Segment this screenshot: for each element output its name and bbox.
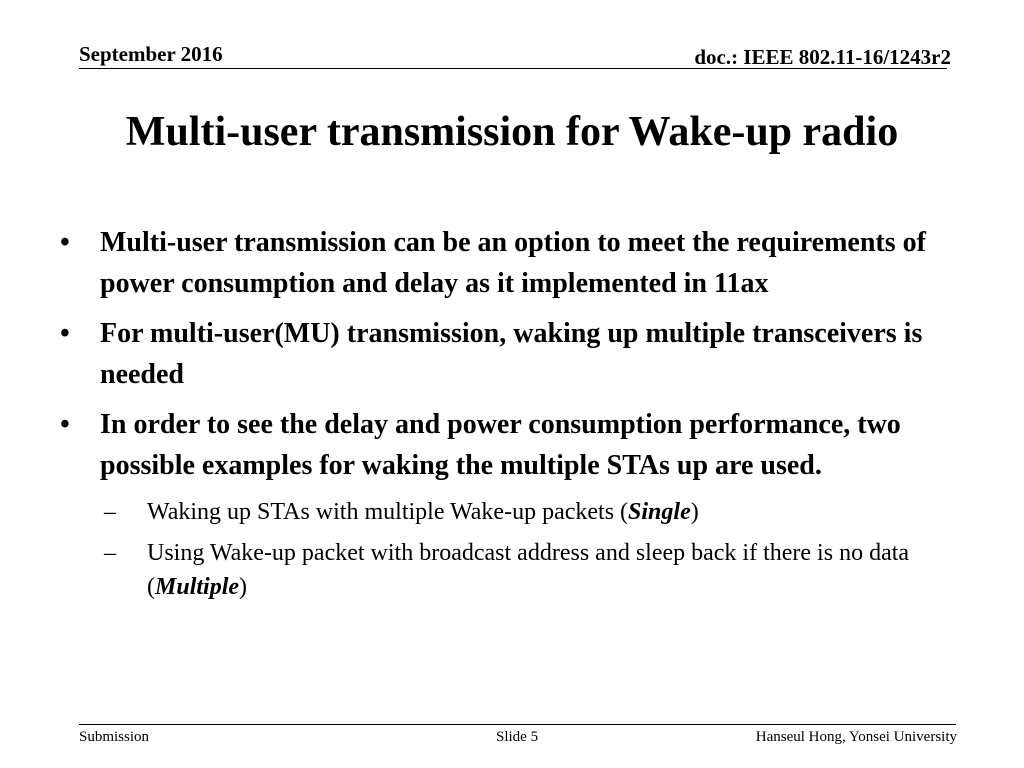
sub-bullet-emphasis: Single	[628, 499, 691, 525]
slide-title: Multi-user transmission for Wake-up radio	[125, 109, 899, 155]
sub-bullet-text: Waking up STAs with multiple Wake-up packets (	[147, 499, 629, 525]
bullet-text: For multi-user(MU) transmission, waking up multiple transceivers is needed	[100, 318, 923, 390]
bullet-text: In order to see the delay and power consumption performance, two possible examples for waking the multiple STAs up are used.	[100, 409, 901, 481]
sub-bullet-emphasis: Multiple	[155, 574, 240, 600]
bullet-mark: •	[60, 409, 70, 440]
bullet-mark: •	[60, 318, 70, 349]
sub-bullet-close: )	[239, 574, 248, 600]
bullet-mark: •	[60, 227, 70, 258]
sub-bullet-mark: –	[104, 540, 116, 566]
sub-bullet-text: Using Wake-up packet with broadcast address and sleep back if there is no data (	[147, 540, 910, 600]
footer-divider	[79, 724, 956, 725]
header-divider	[79, 68, 947, 69]
header-date: September 2016	[79, 42, 223, 66]
bullet-item	[60, 404, 960, 486]
footer-author: Hanseul Hong, Yonsei University	[755, 729, 957, 745]
sub-bullet-mark: –	[104, 499, 116, 525]
bullet-item	[60, 313, 960, 395]
sub-bullet-item	[60, 536, 960, 604]
bullet-text: Multi-user transmission can be an option to meet the requirements of power consumption and delay as it implemented in 11ax	[100, 227, 926, 299]
footer-slide-number: Slide 5	[496, 729, 539, 745]
slide-body	[60, 222, 960, 611]
bullet-item	[60, 222, 960, 304]
sub-bullet-close: )	[690, 499, 699, 525]
sub-bullet-item	[60, 495, 960, 529]
header-doc-id: doc.: IEEE 802.11-16/1243r2	[694, 45, 951, 69]
footer-submission: Submission	[79, 729, 150, 745]
